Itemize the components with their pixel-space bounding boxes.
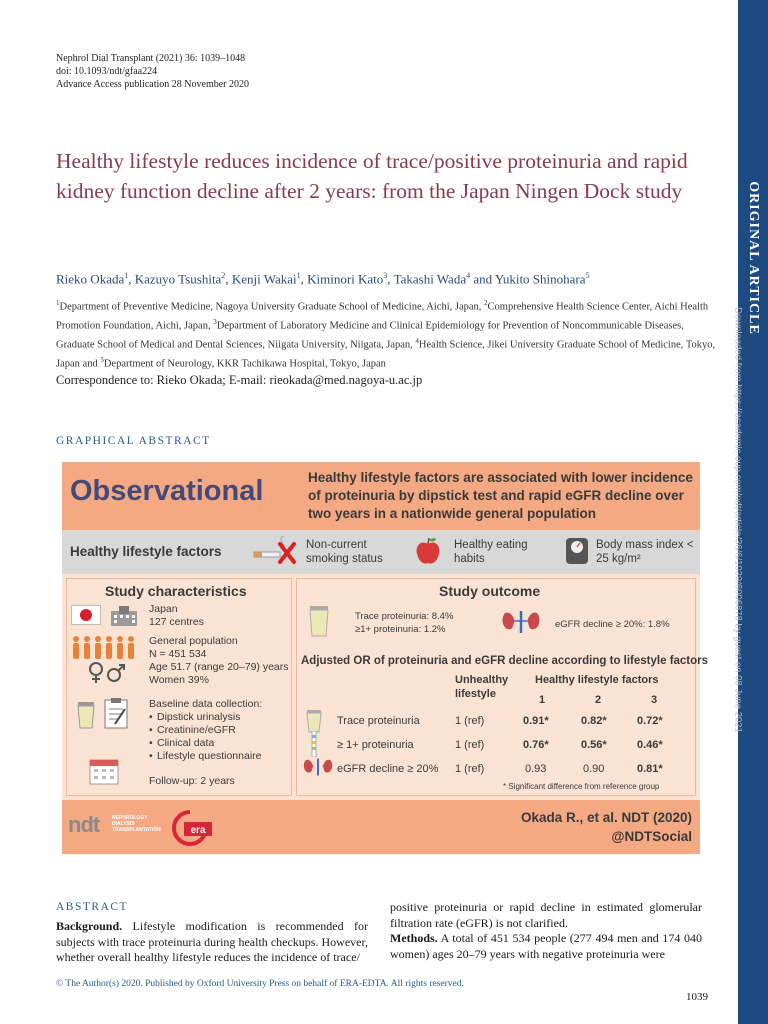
study-design-label: Observational	[70, 475, 264, 507]
correspondence: Correspondence to: Rieko Okada; E-mail: rieokada@med.nagoya-u.ac.jp	[56, 373, 423, 387]
trace-proteinuria-rate: Trace proteinuria: 8.4%	[355, 611, 454, 622]
factor-bmi-text: Body mass index < 25 kg/m²	[596, 539, 694, 565]
or-value-cell: 0.90	[583, 763, 605, 775]
abstract-column-right	[390, 900, 702, 962]
author-affiliation-number: 2	[221, 271, 226, 280]
adjusted-or-title: Adjusted OR of proteinuria and eGFR decline according to lifestyle factors	[301, 655, 709, 667]
author-affiliation-number: 4	[466, 271, 471, 280]
or-value-cell: 0.46*	[637, 739, 663, 751]
background-label: Background.	[56, 919, 123, 933]
population-icon	[71, 635, 141, 661]
advance-access: Advance Access publication 28 November 2020	[56, 79, 250, 90]
doi: doi: 10.1093/ndt/gfaa224	[56, 66, 158, 77]
no-smoking-icon	[252, 536, 298, 568]
ga-header	[62, 462, 700, 530]
population-line-4: Women 39%	[149, 674, 209, 686]
centres-text: 127 centres	[149, 616, 204, 628]
author-separator: and	[470, 271, 495, 287]
affiliations	[56, 296, 724, 372]
author-name: Kiminori Kato	[307, 271, 384, 287]
population-line-3: Age 51.7 (range 20–79) years	[149, 661, 289, 673]
background-continuation: positive proteinuria or rapid decline in estimated glomerular filtration rate (eGFR) is not clarified.	[390, 900, 702, 930]
author-list	[56, 271, 726, 287]
or-value-cell: 0.56*	[581, 739, 607, 751]
author-name: Takashi Wada	[393, 271, 467, 287]
article-type-label: ORIGINAL ARTICLE	[746, 181, 761, 335]
affiliation-text: Department of Preventive Medicine, Nagoya University Graduate School of Medicine, Aichi, Japan,	[59, 301, 485, 313]
country-text: Japan	[149, 603, 178, 615]
ga-social-handle: @NDTSocial	[611, 829, 692, 844]
lifestyle-factors-label: Healthy lifestyle factors	[70, 544, 222, 559]
urine-cup-icon	[305, 709, 323, 733]
author-separator: ,	[128, 271, 135, 287]
calendar-icon	[89, 757, 119, 785]
journal-citation: Nephrol Dial Transplant (2021) 36: 1039–1048	[56, 53, 246, 64]
baseline-title: Baseline data collection:	[149, 698, 263, 710]
affiliation-number: 4	[415, 337, 419, 345]
population-line-2: N = 451 534	[149, 648, 207, 660]
methods-text: A total of 451 534 people (277 494 men and 174 040 women) ages 20–79 years with negative proteinuria were	[390, 931, 702, 961]
study-characteristics-title: Study characteristics	[105, 583, 247, 599]
or-value-cell: 0.76*	[523, 739, 549, 751]
ndt-logo-subtitle: NEPHROLOGY DIALYSIS TRANSPLANTATION	[112, 815, 161, 833]
affiliation-number: 1	[56, 299, 60, 307]
col-number-2: 2	[595, 694, 602, 706]
factor-smoking-text: Non-current smoking status	[306, 539, 383, 565]
abstract-column-left	[56, 919, 368, 966]
study-outcome-title: Study outcome	[439, 583, 541, 599]
gender-icon	[87, 661, 127, 685]
era-logo-text: era	[190, 825, 206, 836]
study-outcome-panel	[296, 578, 709, 796]
author-separator: ,	[300, 271, 308, 287]
col-number-3: 3	[651, 694, 658, 706]
urine-cup-icon	[75, 701, 97, 729]
row-label-trace: Trace proteinuria	[337, 715, 420, 727]
kidney-icon	[501, 609, 541, 635]
article-title: Healthy lifestyle reduces incidence of trace/positive proteinuria and rapid kidney function decline after 2 years: from the Japan Ningen Dock study	[56, 149, 688, 203]
author-affiliation-number: 1	[296, 271, 301, 280]
author-name: Kazuyo Tsushita	[134, 271, 222, 287]
graphical-abstract-heading: GRAPHICAL ABSTRACT	[56, 435, 211, 447]
scale-icon	[564, 536, 590, 566]
followup-text: Follow-up: 2 years	[149, 775, 235, 787]
author-affiliation-number: 5	[585, 271, 590, 280]
author-name: Rieko Okada	[56, 271, 125, 287]
ga-headline: Healthy lifestyle factors are associated with lower incidence of proteinuria by dipstick test and rapid eGFR decline over two years in a nationwide general population	[308, 470, 693, 521]
ga-citation	[521, 808, 692, 846]
or-value-cell: 0.81*	[637, 763, 663, 775]
ga-citation-line: Okada R., et al. NDT (2020)	[520, 810, 692, 825]
ndt-logo: ndt	[68, 812, 100, 837]
author-name: Kenji Wakai	[231, 271, 297, 287]
baseline-item: • Creatinine/eGFR	[149, 724, 289, 737]
row-label-egfr: eGFR decline ≥ 20%	[337, 763, 439, 775]
or-value-cell: 0.82*	[581, 715, 607, 727]
download-note: Downloaded from https://academic.oup.com/ndt/article/36/6/1039/6006878 by guest on 08 June 2021	[732, 307, 744, 733]
or-value-cell: 0.93	[525, 763, 547, 775]
baseline-item: • Dipstick urinalysis	[149, 711, 289, 724]
population-line-1: General population	[149, 635, 238, 647]
affiliation-text: Comprehensive Health Science Center, Aichi Health Promotion Foundation, Aichi, Japan,	[56, 301, 709, 332]
japan-flag-icon	[71, 605, 101, 625]
col-unhealthy-header: Unhealthy lifestyle	[455, 674, 509, 700]
col-healthy-header: Healthy lifestyle factors	[535, 674, 659, 686]
study-characteristics-panel	[66, 578, 292, 796]
row-ref-positive: 1 (ref)	[455, 739, 485, 751]
baseline-item: • Lifestyle questionnaire	[149, 750, 289, 763]
baseline-list	[149, 711, 289, 763]
apple-icon	[414, 535, 442, 567]
affiliation-text: Health Science, Jikei University Graduate School of Medicine, Tokyo, Japan and	[56, 339, 716, 370]
lifestyle-factors-bar	[62, 530, 700, 574]
graphical-abstract	[62, 462, 709, 854]
affiliation-number: 3	[213, 318, 217, 326]
author-affiliation-number: 1	[124, 271, 129, 280]
baseline-item: • Clinical data	[149, 737, 289, 750]
affiliation-text: Department of Laboratory Medicine and Clinical Epidemiology for Prevention of Noncommunicable Diseases, Graduate School of Medical and Dental Sciences, Niigata University, Niigata, Japan,	[56, 320, 684, 351]
era-logo	[168, 808, 212, 848]
row-ref-trace: 1 (ref)	[455, 715, 485, 727]
row-ref-egfr: 1 (ref)	[455, 763, 485, 775]
positive-proteinuria-rate: ≥1+ proteinuria: 1.2%	[355, 624, 446, 635]
ga-footer	[62, 800, 700, 854]
hospital-icon	[109, 605, 139, 627]
page-number: 1039	[686, 991, 708, 1003]
factor-eating-text: Healthy eating habits	[454, 539, 528, 565]
affiliation-number: 5	[100, 356, 104, 364]
kidney-icon	[301, 757, 335, 777]
or-value-cell: 0.91*	[523, 715, 549, 727]
col-number-1: 1	[539, 694, 546, 706]
author-affiliation-number: 3	[383, 271, 388, 280]
author-name: Yukito Shinohara	[494, 271, 586, 287]
affiliation-number: 2	[484, 299, 488, 307]
row-label-positive: ≥ 1+ proteinuria	[337, 739, 414, 751]
egfr-decline-rate: eGFR decline ≥ 20%: 1.8%	[555, 619, 670, 630]
abstract-heading: ABSTRACT	[56, 901, 129, 913]
urine-cup-icon	[307, 605, 331, 637]
author-separator: ,	[225, 271, 232, 287]
clipboard-icon	[103, 697, 129, 729]
journal-info	[56, 52, 249, 91]
methods-label: Methods.	[390, 931, 438, 945]
or-value-cell: 0.72*	[637, 715, 663, 727]
affiliation-text: Department of Neurology, KKR Tachikawa Hospital, Tokyo, Japan	[103, 358, 386, 370]
copyright-notice: © The Author(s) 2020. Published by Oxford University Press on behalf of ERA-EDTA. All rights reserved.	[56, 979, 464, 989]
test-strip-icon	[309, 731, 319, 757]
significance-footnote: * Significant difference from reference group	[503, 782, 660, 791]
background-text: Lifestyle modification is recommended for subjects with trace proteinuria during health checkups. However, whether overall healthy lifestyle reduces the incidence of trace/	[56, 919, 368, 964]
author-separator: ,	[387, 271, 394, 287]
